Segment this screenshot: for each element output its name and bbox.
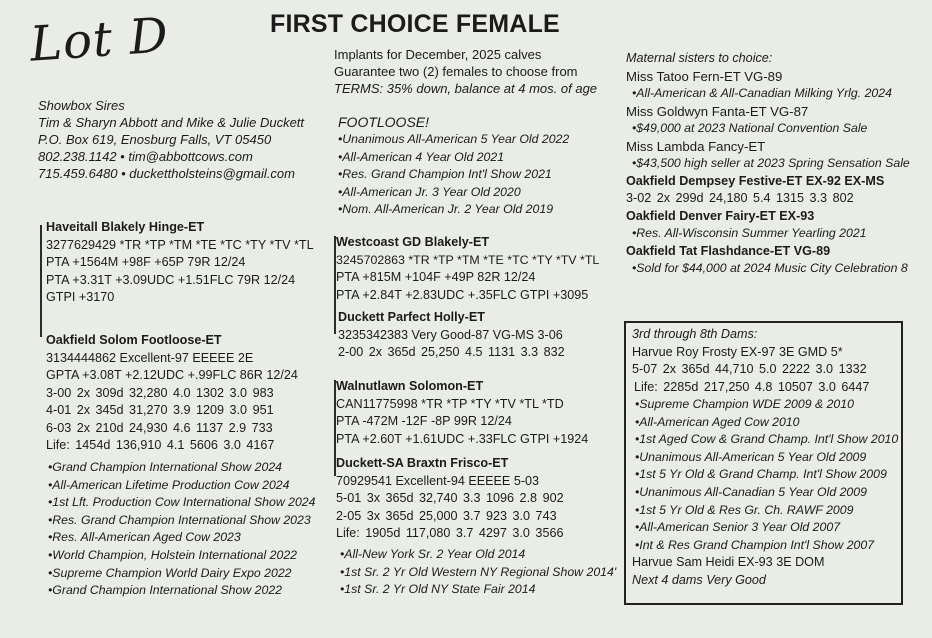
record-line: 5-01 3x 365d 32,740 3.3 1096 2.8 902	[336, 491, 564, 505]
award-item: •Res. All-American Aged Cow 2023	[48, 530, 241, 545]
dam-name: Harvue Sam Heidi EX-93 3E DOM	[632, 555, 825, 570]
footloose-heading: FOOTLOOSE!	[338, 114, 430, 130]
award-item: •1st Aged Cow & Grand Champ. Int'l Show 2010	[635, 432, 899, 447]
terms-line: TERMS: 35% down, balance at 4 mos. of age	[334, 81, 598, 96]
sister-name: Miss Lambda Fancy-ET	[626, 138, 766, 154]
record-line: Life: 2285d 217,250 4.8 10507 3.0 6447	[634, 379, 870, 394]
award-item: •All-American Senior 3 Year Old 2007	[635, 520, 841, 535]
award-item: •All-American Jr. 3 Year Old 2020	[338, 184, 521, 199]
award-item: •Nom. All-American Jr. 2 Year Old 2019	[338, 202, 554, 217]
implants-line: Implants for December, 2025 calves	[334, 47, 542, 62]
animal-line: 3245702863 *TR *TP *TM *TE *TC *TY *TV *TL	[336, 252, 600, 267]
award-item: •Unanimous All-American 5 Year Old 2009	[635, 449, 867, 464]
animal-line: PTA +3.31T +3.09UDC +1.51FLC 79R 12/24	[46, 272, 296, 287]
record-line: Life: 1905d 117,080 3.7 4297 3.0 3566	[336, 526, 564, 540]
page-title: FIRST CHOICE FEMALE	[270, 10, 560, 38]
animal-line: PTA -472M -12F -8P 99R 12/24	[336, 414, 512, 428]
award-item: •1st Lft. Production Cow International Show 2024	[48, 495, 316, 510]
animal-line: GTPI +3170	[46, 290, 115, 304]
sister-award: •Sold for $44,000 at 2024 Music City Celebration 8	[632, 261, 908, 275]
animal-line: 70929541 Excellent-94 EEEEE 5-03	[336, 473, 540, 488]
record-line: 2-05 3x 365d 25,000 3.7 923 3.0 743	[336, 508, 557, 523]
dams-heading: 3rd through 8th Dams:	[632, 327, 758, 341]
animal-line: PTA +815M +104F +49P 82R 12/24	[336, 270, 536, 284]
award-item: •Supreme Champion World Dairy Expo 2022	[48, 565, 292, 580]
dams-content	[632, 326, 898, 589]
animal-name: Westcoast GD Blakely-ET	[336, 235, 490, 249]
sister-name: Oakfield Denver Fairy-ET EX-93	[626, 208, 815, 223]
lot-logo: Lot D	[28, 7, 171, 73]
animal-line: PTA +2.84T +2.83UDC +.35FLC GTPI +3095	[336, 287, 589, 302]
sister-award: •All-American & All-Canadian Milking Yrlg. 2024	[632, 86, 892, 100]
seller-line: 802.238.1142 • tim@abbottcows.com	[38, 149, 253, 164]
animal-line: PTA +1564M +98F +65P 79R 12/24	[46, 255, 246, 269]
animal-name: Haveitall Blakely Hinge-ET	[46, 220, 205, 234]
award-item: •Supreme Champion WDE 2009 & 2010	[635, 397, 854, 411]
sister-award: •Res. All-Wisconsin Summer Yearling 2021	[632, 226, 867, 240]
animal-line: GPTA +3.08T +2.12UDC +.99FLC 86R 12/24	[46, 368, 298, 382]
sire-hinge	[46, 219, 314, 307]
award-item: •Unanimous All-Canadian 5 Year Old 2009	[635, 484, 867, 499]
award-item: •Grand Champion International Show 2022	[48, 583, 282, 598]
award-item: •Res. Grand Champion Int'l Show 2021	[338, 167, 552, 182]
footloose-awards	[48, 459, 315, 600]
sister-name: Oakfield Tat Flashdance-ET VG-89	[626, 243, 831, 258]
record-line: 4-01 2x 345d 31,270 3.9 1209 3.0 951	[46, 403, 274, 417]
award-item: •Res. Grand Champion International Show 2023	[48, 512, 311, 527]
animal-line: 3277629429 *TR *TP *TM *TE *TC *TY *TV *TL	[46, 237, 314, 252]
record-line: 3-00 2x 309d 32,280 4.0 1302 3.0 983	[46, 385, 274, 400]
frisco-awards	[340, 546, 616, 599]
implants-line: Guarantee two (2) females to choose from	[334, 64, 578, 79]
seller-line: Tim & Sharyn Abbott and Mike & Julie Duckett	[38, 115, 305, 130]
animal-name: Duckett-SA Braxtn Frisco-ET	[336, 456, 509, 470]
award-item: •World Champion, Holstein International 2022	[48, 547, 298, 562]
pedigree-bar	[40, 225, 42, 337]
sister-name: Miss Goldwyn Fanta-ET VG-87	[626, 103, 809, 119]
dam-holly	[338, 309, 565, 362]
sire-walnutlawn	[336, 378, 588, 448]
award-item: •All-New York Sr. 2 Year Old 2014	[340, 547, 526, 561]
record-line: Life: 1454d 136,910 4.1 5606 3.0 4167	[46, 438, 275, 452]
sire-westcoast	[336, 234, 599, 304]
dam-name: Harvue Roy Frosty EX-97 3E GMD 5*	[632, 344, 843, 359]
sister-award: •$43,500 high seller at 2023 Spring Sensation Sale	[632, 156, 910, 170]
maternal-sisters	[626, 50, 910, 278]
record-line: 3-02 2x 299d 24,180 5.4 1315 3.3 802	[626, 191, 854, 205]
dam-frisco	[336, 455, 564, 543]
animal-line: 3134444862 Excellent-97 EEEEE 2E	[46, 350, 254, 365]
implants-block	[334, 46, 597, 97]
seller-line: 715.459.6480 • duckettholsteins@gmail.com	[38, 166, 295, 181]
sister-name: Oakfield Dempsey Festive-ET EX-92 EX-MS	[626, 173, 885, 188]
animal-line: CAN11775998 *TR *TP *TY *TV *TL *TD	[336, 396, 564, 411]
dams-footer: Next 4 dams Very Good	[632, 572, 766, 587]
record-line: 2-00 2x 365d 25,250 4.5 1131 3.3 832	[338, 345, 565, 359]
dam-footloose	[46, 332, 298, 455]
animal-line: 3235342383 Very Good-87 VG-MS 3-06	[338, 327, 563, 342]
seller-line: P.O. Box 619, Enosburg Falls, VT 05450	[38, 132, 272, 147]
maternal-heading: Maternal sisters to choice:	[626, 51, 773, 65]
animal-line: PTA +2.60T +1.61UDC +.33FLC GTPI +1924	[336, 431, 589, 446]
award-item: •1st Sr. 2 Yr Old NY State Fair 2014	[340, 582, 536, 597]
award-item: •Grand Champion International Show 2024	[48, 460, 282, 474]
award-item: •All-American 4 Year Old 2021	[338, 149, 505, 164]
award-item: •All-American Aged Cow 2010	[635, 414, 800, 429]
animal-name: Walnutlawn Solomon-ET	[336, 379, 484, 393]
animal-name: Duckett Parfect Holly-ET	[338, 310, 485, 324]
award-item: •Unanimous All-American 5 Year Old 2022	[338, 132, 570, 146]
award-item: •All-American Lifetime Production Cow 2024	[48, 477, 290, 492]
record-line: 6-03 2x 210d 24,930 4.6 1137 2.9 733	[46, 420, 273, 435]
animal-name: Oakfield Solom Footloose-ET	[46, 333, 222, 347]
award-item: •Int & Res Grand Champion Int'l Show 2007	[635, 537, 875, 552]
sister-name: Miss Tatoo Fern-ET VG-89	[626, 68, 783, 84]
award-item: •1st 5 Yr Old & Res Gr. Ch. RAWF 2009	[635, 502, 854, 517]
seller-line: Showbox Sires	[38, 98, 125, 113]
award-item: •1st 5 Yr Old & Grand Champ. Int'l Show 2009	[635, 467, 887, 482]
award-item: •1st Sr. 2 Yr Old Western NY Regional Show 2014'	[340, 564, 617, 579]
footloose-block	[338, 113, 569, 219]
sister-award: •$49,000 at 2023 National Convention Sale	[632, 121, 868, 135]
record-line: 5-07 2x 365d 44,710 5.0 2222 3.0 1332	[632, 362, 867, 376]
seller-block	[38, 97, 304, 182]
